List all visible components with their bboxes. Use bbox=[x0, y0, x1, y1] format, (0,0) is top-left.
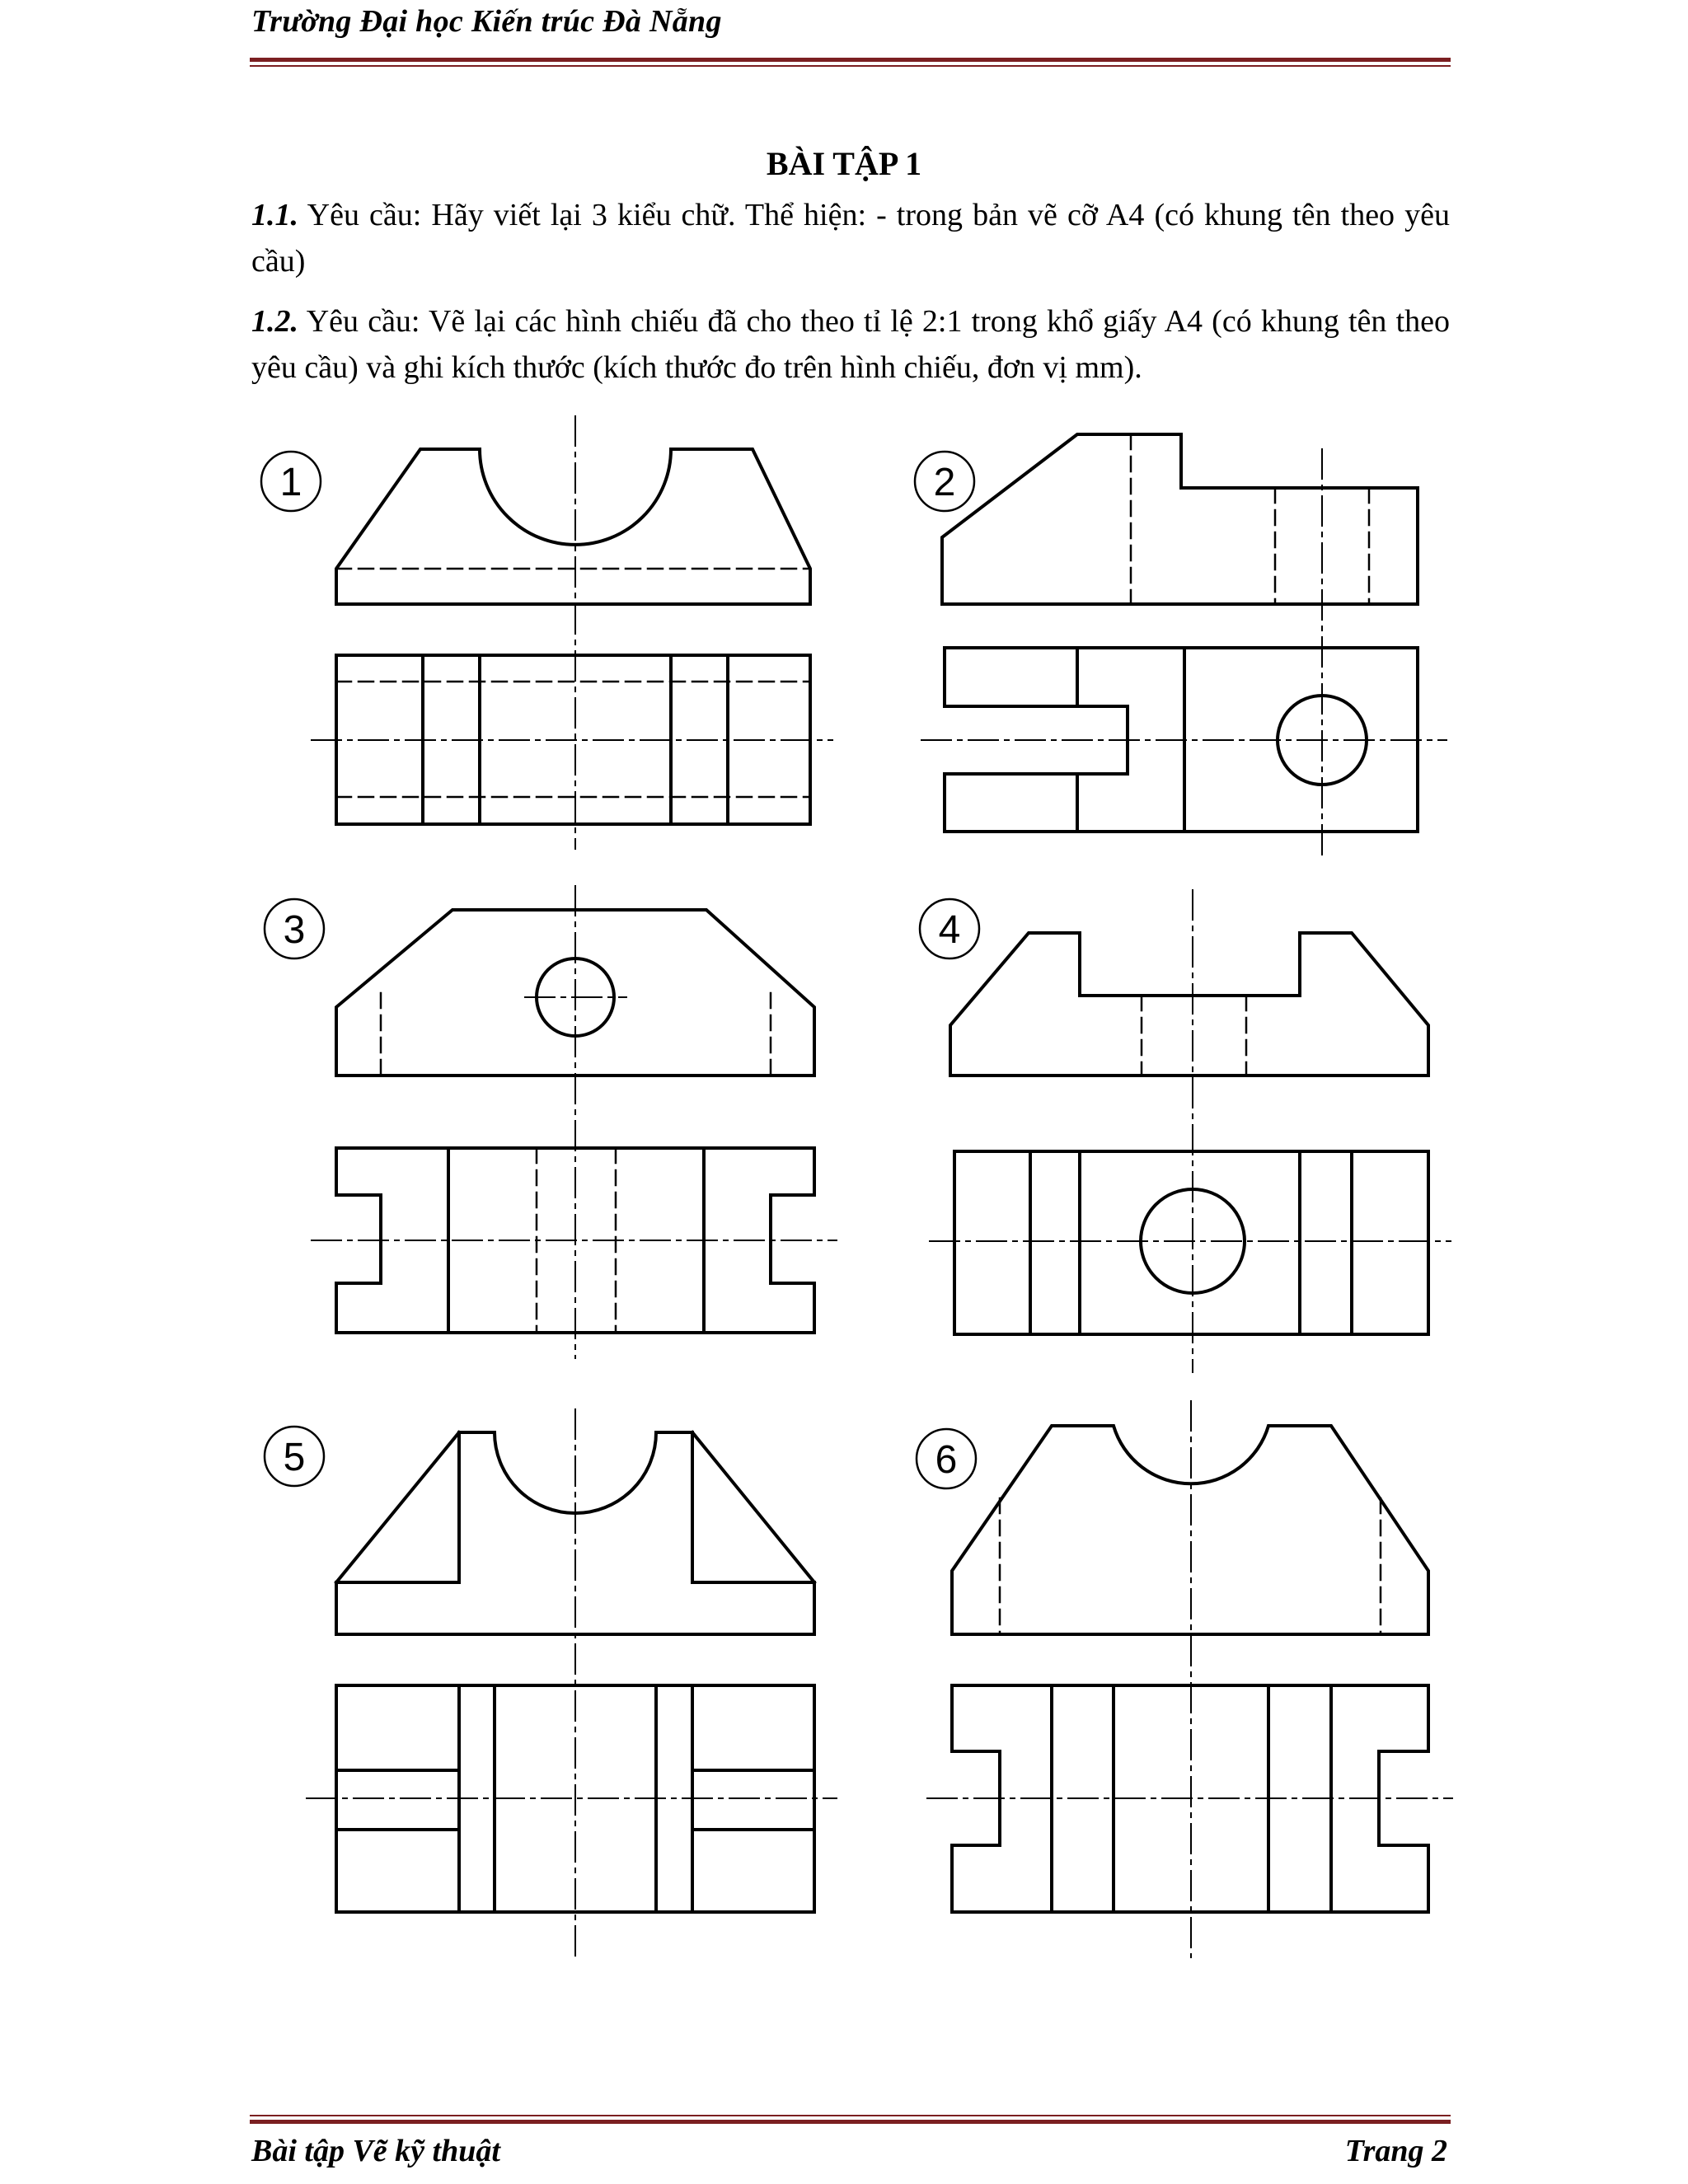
figure-6 bbox=[917, 1401, 1452, 1957]
figure-2-label: 2 bbox=[933, 461, 956, 504]
requirement-1-1-text: Yêu cầu: Hãy viết lại 3 kiểu chữ. Thể hiện: - trong bản vẽ cỡ A4 (có khung tên theo yêu cầu) bbox=[251, 198, 1450, 279]
footer-course-title: Bài tập Vẽ kỹ thuật bbox=[251, 2134, 500, 2168]
figure-4-label: 4 bbox=[938, 908, 961, 952]
figure-2 bbox=[915, 434, 1447, 857]
requirement-1-1-number: 1.1. bbox=[251, 198, 298, 232]
figure-1-front-view bbox=[336, 449, 810, 604]
figure-1 bbox=[261, 416, 832, 849]
figure-4 bbox=[920, 890, 1451, 1372]
footer-page-number: Trang 2 bbox=[1344, 2134, 1447, 2168]
figure-6-label: 6 bbox=[935, 1438, 958, 1482]
footer-rule-thick bbox=[250, 2120, 1451, 2124]
requirement-1-2-number: 1.2. bbox=[251, 304, 298, 339]
figure-3 bbox=[265, 886, 837, 1358]
header-school-name: Trường Đại học Kiến trúc Đà Nẵng bbox=[251, 4, 722, 39]
footer-rule-thin bbox=[250, 2115, 1451, 2116]
requirement-1-2-text: Yêu cầu: Vẽ lại các hình chiếu đã cho theo tỉ lệ 2:1 trong khổ giấy A4 (có khung tên theo yêu cầu) và ghi kích thước (kích thước đo trên hình chiếu, đơn vị mm). bbox=[251, 304, 1450, 385]
figure-5 bbox=[265, 1409, 837, 1957]
figure-2-front-view bbox=[942, 434, 1418, 604]
figure-5-label: 5 bbox=[283, 1436, 306, 1479]
figure-4-top-view bbox=[954, 1151, 1428, 1334]
exercise-title: BÀI TẬP 1 bbox=[766, 145, 922, 182]
figure-3-label: 3 bbox=[283, 908, 306, 952]
figure-1-label: 1 bbox=[279, 461, 302, 504]
figure-4-front-view bbox=[950, 933, 1428, 1076]
